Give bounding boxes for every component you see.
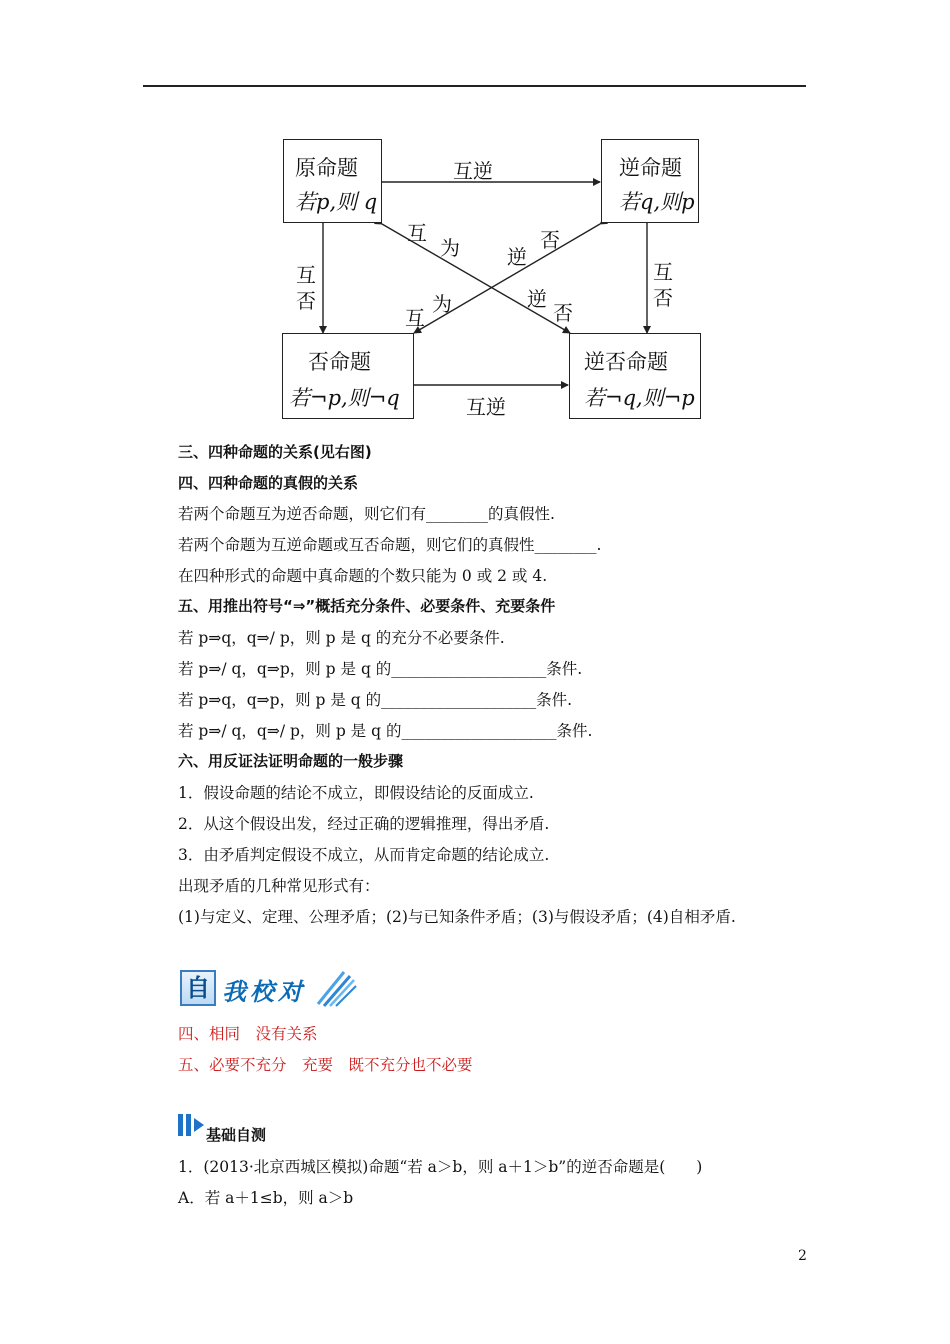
box-form: 若¬p,则¬q [289,386,400,410]
box-title: 原命题 [295,156,358,180]
diag-char: 否 [553,301,573,325]
diag-char: 逆 [507,245,527,269]
right-edge-char: 互 [653,260,673,284]
section-title: 基础自测 [206,1126,267,1144]
bottom-edge-label: 互逆 [466,395,506,419]
text-line: 若两个命题互为逆否命题，则它们有________的真假性. [178,505,555,523]
badge-first-char: 自 [180,970,216,1006]
text-line: 若两个命题为互逆命题或互否命题，则它们的真假性________. [178,536,602,554]
answer-line: 五、必要不充分 充要 既不充分也不必要 [178,1056,473,1074]
diag-char: 为 [432,292,452,316]
option-a: A．若 a＋1≤b，则 a＞b [178,1189,354,1207]
header-rule [143,85,806,87]
section-bars-icon [178,1114,208,1138]
contrapositive-proposition-box [569,333,701,419]
text-line: 若 p⇒/ q，q⇒p，则 p 是 q 的____________________条件. [178,660,583,678]
badge-rest-text: 我校对 [222,977,306,1006]
heading-three: 三、四种命题的关系(见右图) [178,443,372,461]
brush-stroke-icon [314,968,358,1008]
heading-five: 五、用推出符号“⇒”概括充分条件、必要条件、充要条件 [178,597,556,615]
diag-char: 互 [407,221,427,245]
heading-six: 六、用反证法证明命题的一般步骤 [178,752,404,770]
box-form: 若p,则 q [295,190,378,214]
inverse-proposition-box [282,333,414,419]
text-line: 出现矛盾的几种常见形式有： [178,877,380,895]
heading-four: 四、四种命题的真假的关系 [178,474,359,492]
text-line: 2．从这个假设出发，经过正确的逻辑推理，得出矛盾. [178,815,550,833]
text-line: 若 p⇒/ q，q⇒/ p，则 p 是 q 的____________________条件. [178,722,593,740]
box-title: 否命题 [308,350,371,374]
answer-line: 四、相同 没有关系 [178,1025,318,1043]
left-edge-char: 否 [296,289,316,313]
diag-char: 否 [540,228,560,252]
diag-char: 互 [405,306,425,330]
diag-char: 为 [440,236,460,260]
box-title: 逆命题 [619,156,682,180]
box-form: 若q,则p [619,190,695,214]
text-line: 若 p⇒q，q⇒p，则 p 是 q 的____________________条件. [178,691,573,709]
original-proposition-box [283,139,382,223]
text-line: 在四种形式的命题中真命题的个数只能为 0 或 2 或 4. [178,567,548,585]
page-number: 2 [798,1248,807,1264]
diag-char: 逆 [527,287,547,311]
question-1: 1．(2013·北京西城区模拟)命题“若 a＞b，则 a＋1＞b”的逆否命题是( ) [178,1158,703,1176]
top-edge-label: 互逆 [453,159,493,183]
box-form: 若¬q,则¬p [584,386,695,410]
text-line: 1．假设命题的结论不成立，即假设结论的反面成立. [178,784,534,802]
self-check-badge [178,966,358,1010]
left-edge-char: 互 [296,263,316,287]
text-line: (1)与定义、定理、公理矛盾；(2)与已知条件矛盾；(3)与假设矛盾；(4)自相矛盾. [178,908,736,926]
text-line: 3．由矛盾判定假设不成立，从而肯定命题的结论成立. [178,846,550,864]
box-title: 逆否命题 [584,350,668,374]
text-line: 若 p⇒q，q⇒/ p，则 p 是 q 的充分不必要条件. [178,629,505,647]
converse-proposition-box [601,139,699,223]
right-edge-char: 否 [653,286,673,310]
